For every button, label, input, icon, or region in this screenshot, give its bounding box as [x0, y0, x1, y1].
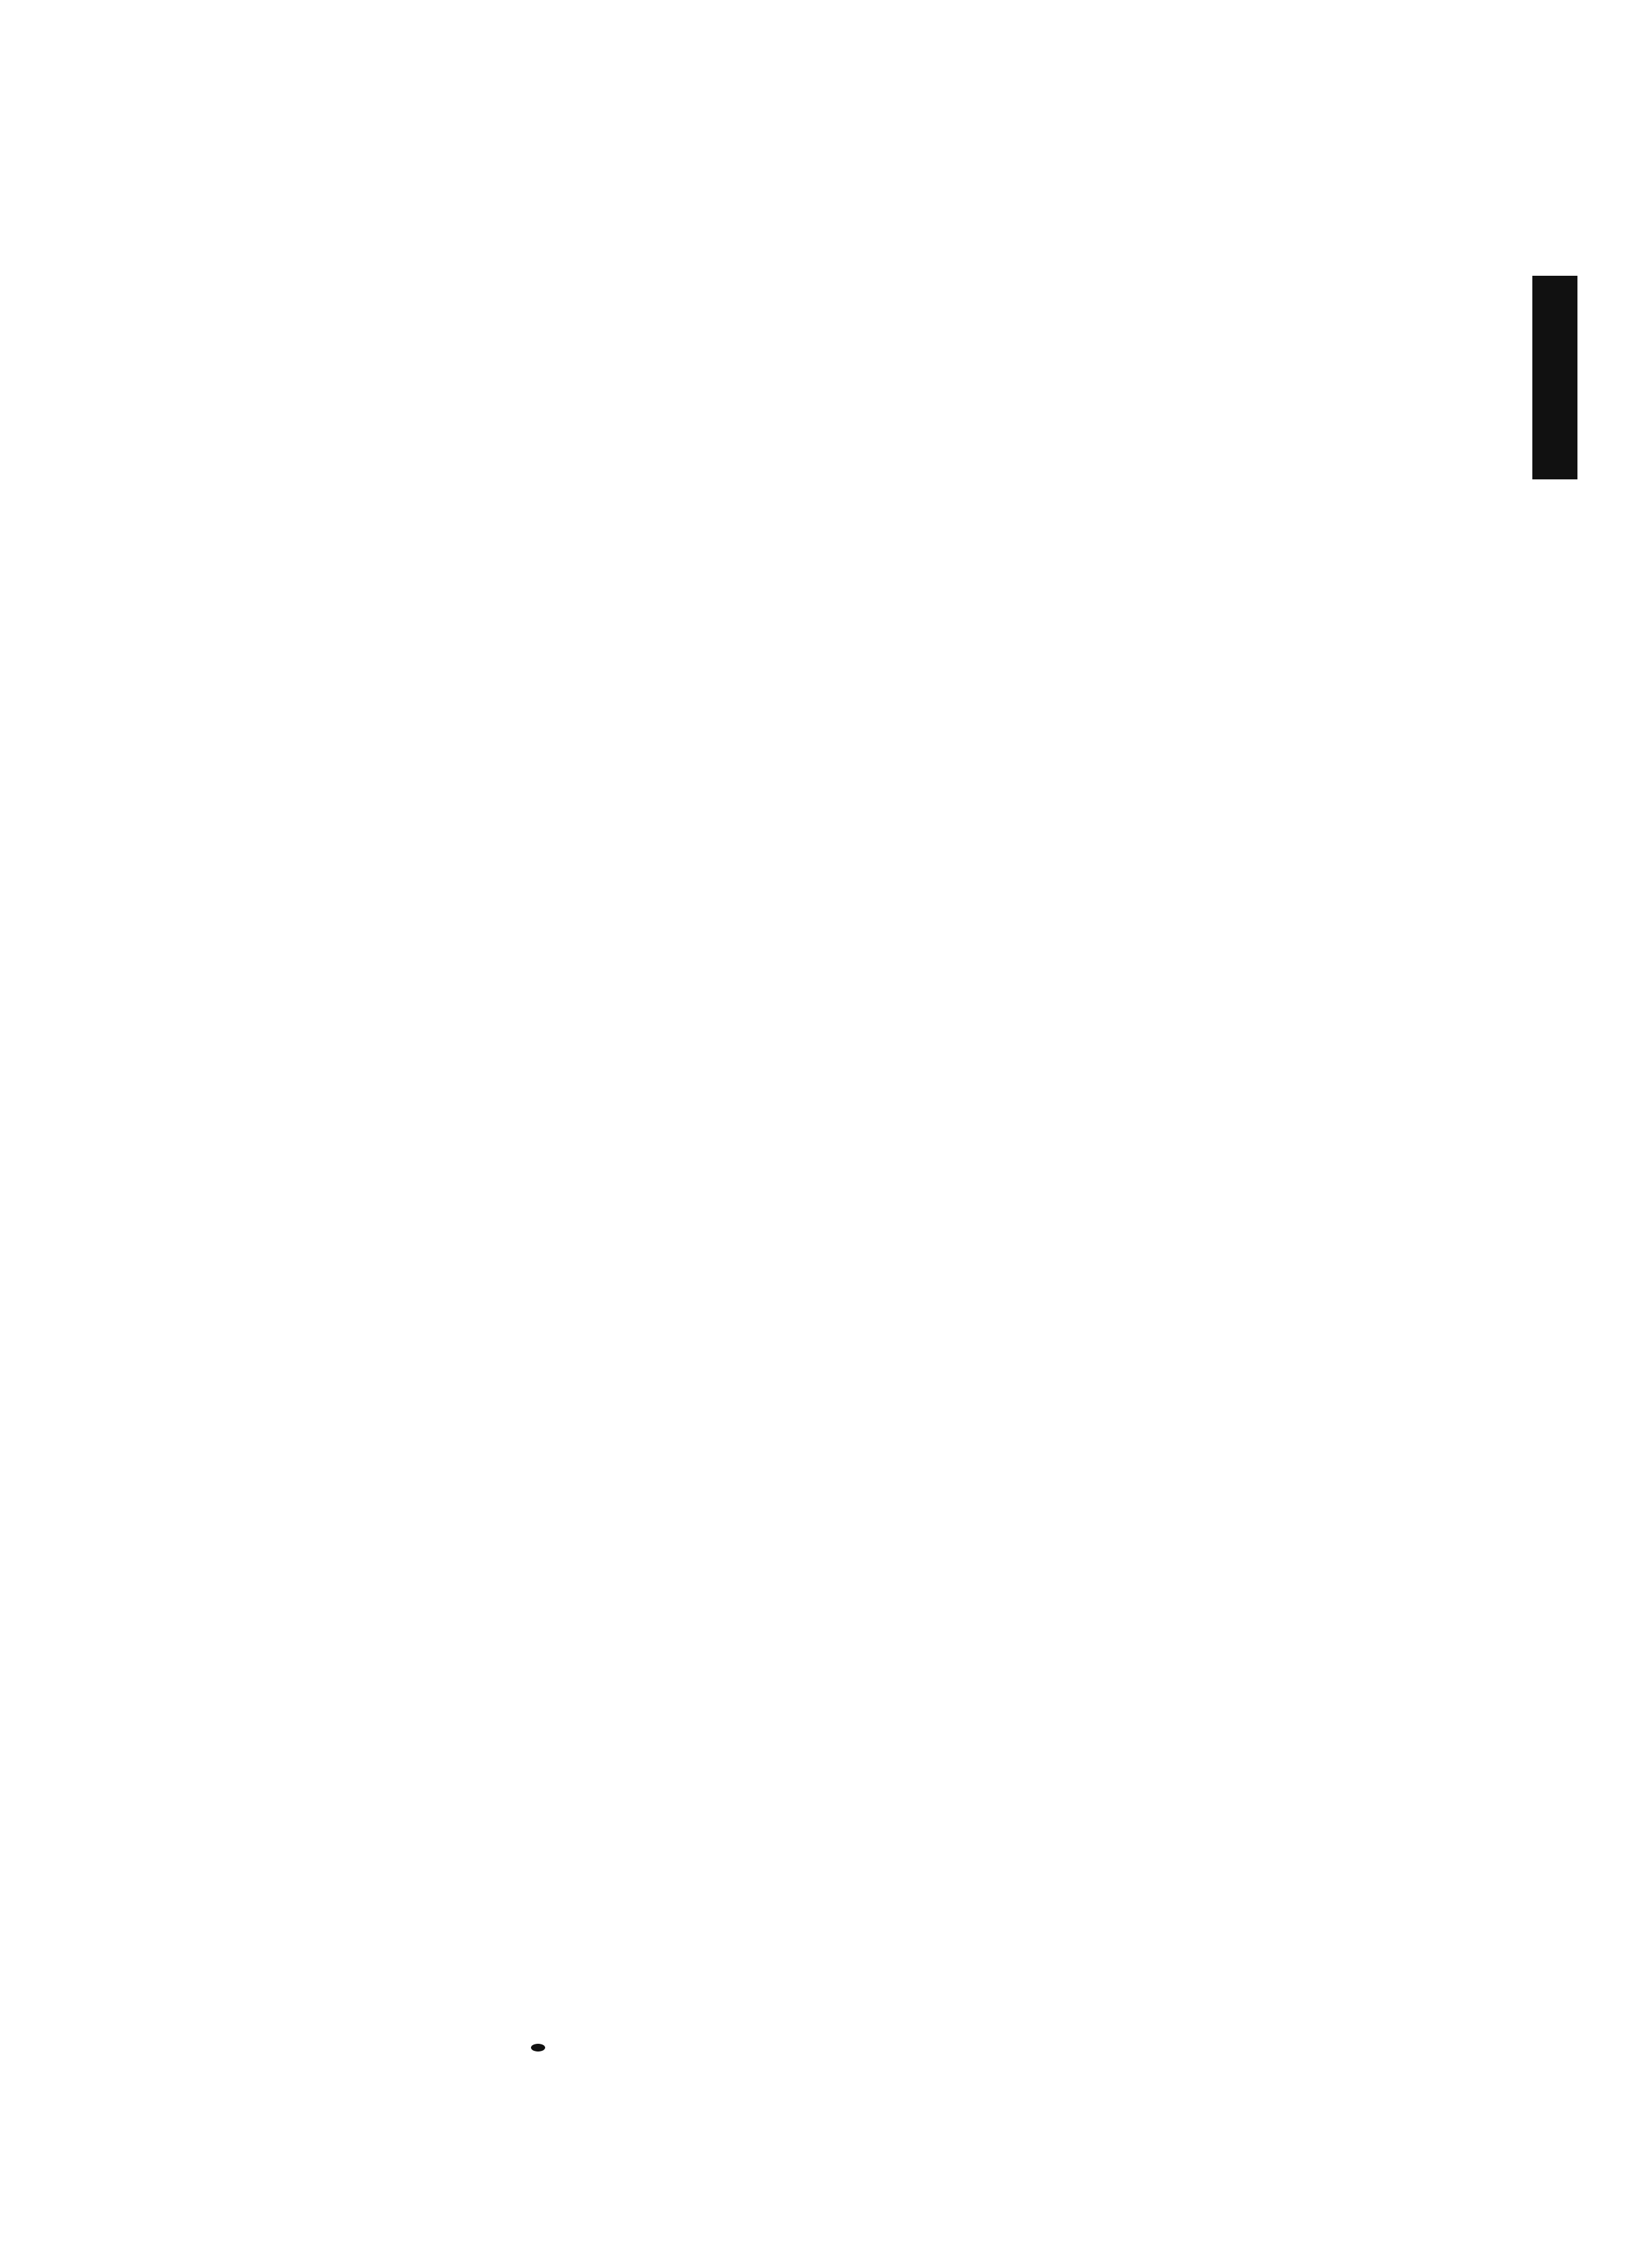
- ink-mark: [531, 2044, 545, 2052]
- section-index-tab: [1532, 276, 1577, 479]
